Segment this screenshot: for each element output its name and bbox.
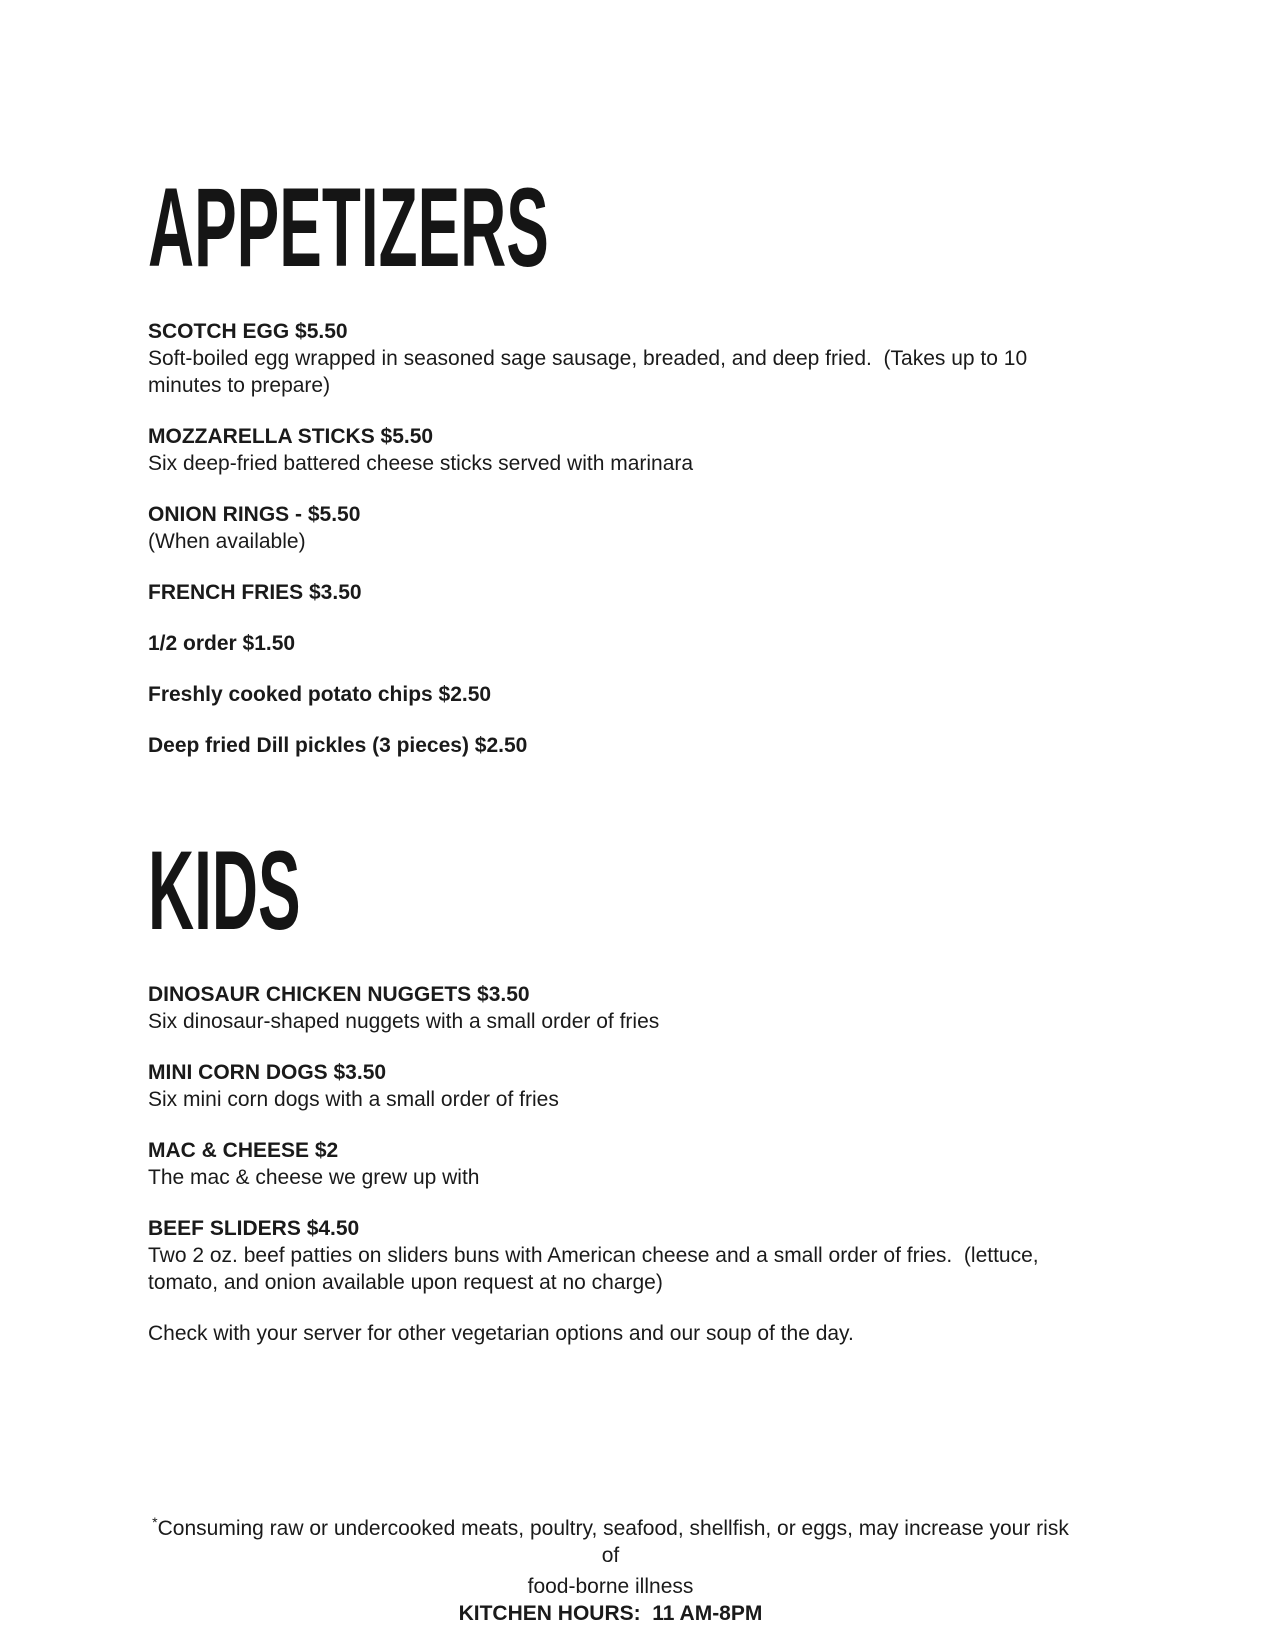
item-name: FRENCH FRIES $3.50 (148, 581, 362, 604)
item-description: (When available) (148, 530, 306, 553)
item-description: Six deep-fried battered cheese sticks served with marinara (148, 452, 694, 475)
menu-content (148, 165, 1073, 1347)
menu-item-mini-corn-dogs (148, 1059, 1073, 1113)
item-name: 1/2 order $1.50 (148, 632, 296, 655)
menu-item-fried-pickles (148, 732, 1073, 759)
menu-item-scotch-egg (148, 318, 1073, 399)
item-description: The mac & cheese we grew up with (148, 1166, 480, 1189)
item-name: ONION RINGS - $5.50 (148, 503, 361, 526)
menu-item-half-order-fries (148, 630, 1073, 657)
item-name: DINOSAUR CHICKEN NUGGETS $3.50 (148, 983, 530, 1006)
menu-item-mozzarella-sticks (148, 423, 1073, 477)
disclaimer-line-1 (148, 1515, 1073, 1569)
footer (148, 1515, 1073, 1627)
disclaimer-asterisk: * (152, 1514, 158, 1530)
server-note: Check with your server for other vegetarian options and our soup of the day. (148, 1322, 854, 1345)
kitchen-hours: KITCHEN HOURS: 11 AM-8PM (458, 1602, 763, 1625)
item-name: Deep fried Dill pickles (3 pieces) $2.50 (148, 734, 528, 757)
menu-item-beef-sliders (148, 1215, 1073, 1296)
disclaimer-line-2: food-borne illness (527, 1575, 694, 1598)
section-title-appetizers (148, 165, 1073, 290)
item-description: Soft-boiled egg wrapped in seasoned sage sausage, breaded, and deep fried. (Takes up to 10 minutes to prepare) (148, 347, 1033, 397)
item-description: Two 2 oz. beef patties on sliders buns with American cheese and a small order of fries. (lettuce, tomato, and onion available upon request at no charge) (148, 1244, 1045, 1294)
item-description: Six mini corn dogs with a small order of fries (148, 1088, 559, 1111)
item-name: BEEF SLIDERS $4.50 (148, 1217, 360, 1240)
section-title-appetizers-text: APPETIZERS (148, 165, 549, 290)
section-title-kids (148, 828, 1073, 953)
menu-item-mac-and-cheese (148, 1137, 1073, 1191)
item-description: Six dinosaur-shaped nuggets with a small order of fries (148, 1010, 660, 1033)
menu-item-dino-nuggets (148, 981, 1073, 1035)
item-name: MAC & CHEESE $2 (148, 1139, 339, 1162)
disclaimer-text: Consuming raw or undercooked meats, poultry, seafood, shellfish, or eggs, may increase your risk of (157, 1517, 1075, 1567)
item-name: MOZZARELLA STICKS $5.50 (148, 425, 434, 448)
item-name: Freshly cooked potato chips $2.50 (148, 683, 492, 706)
menu-item-french-fries (148, 579, 1073, 606)
item-name: MINI CORN DOGS $3.50 (148, 1061, 387, 1084)
section-title-kids-text: KIDS (148, 828, 301, 953)
menu-item-onion-rings (148, 501, 1073, 555)
menu-item-potato-chips (148, 681, 1073, 708)
item-name: SCOTCH EGG $5.50 (148, 320, 348, 343)
